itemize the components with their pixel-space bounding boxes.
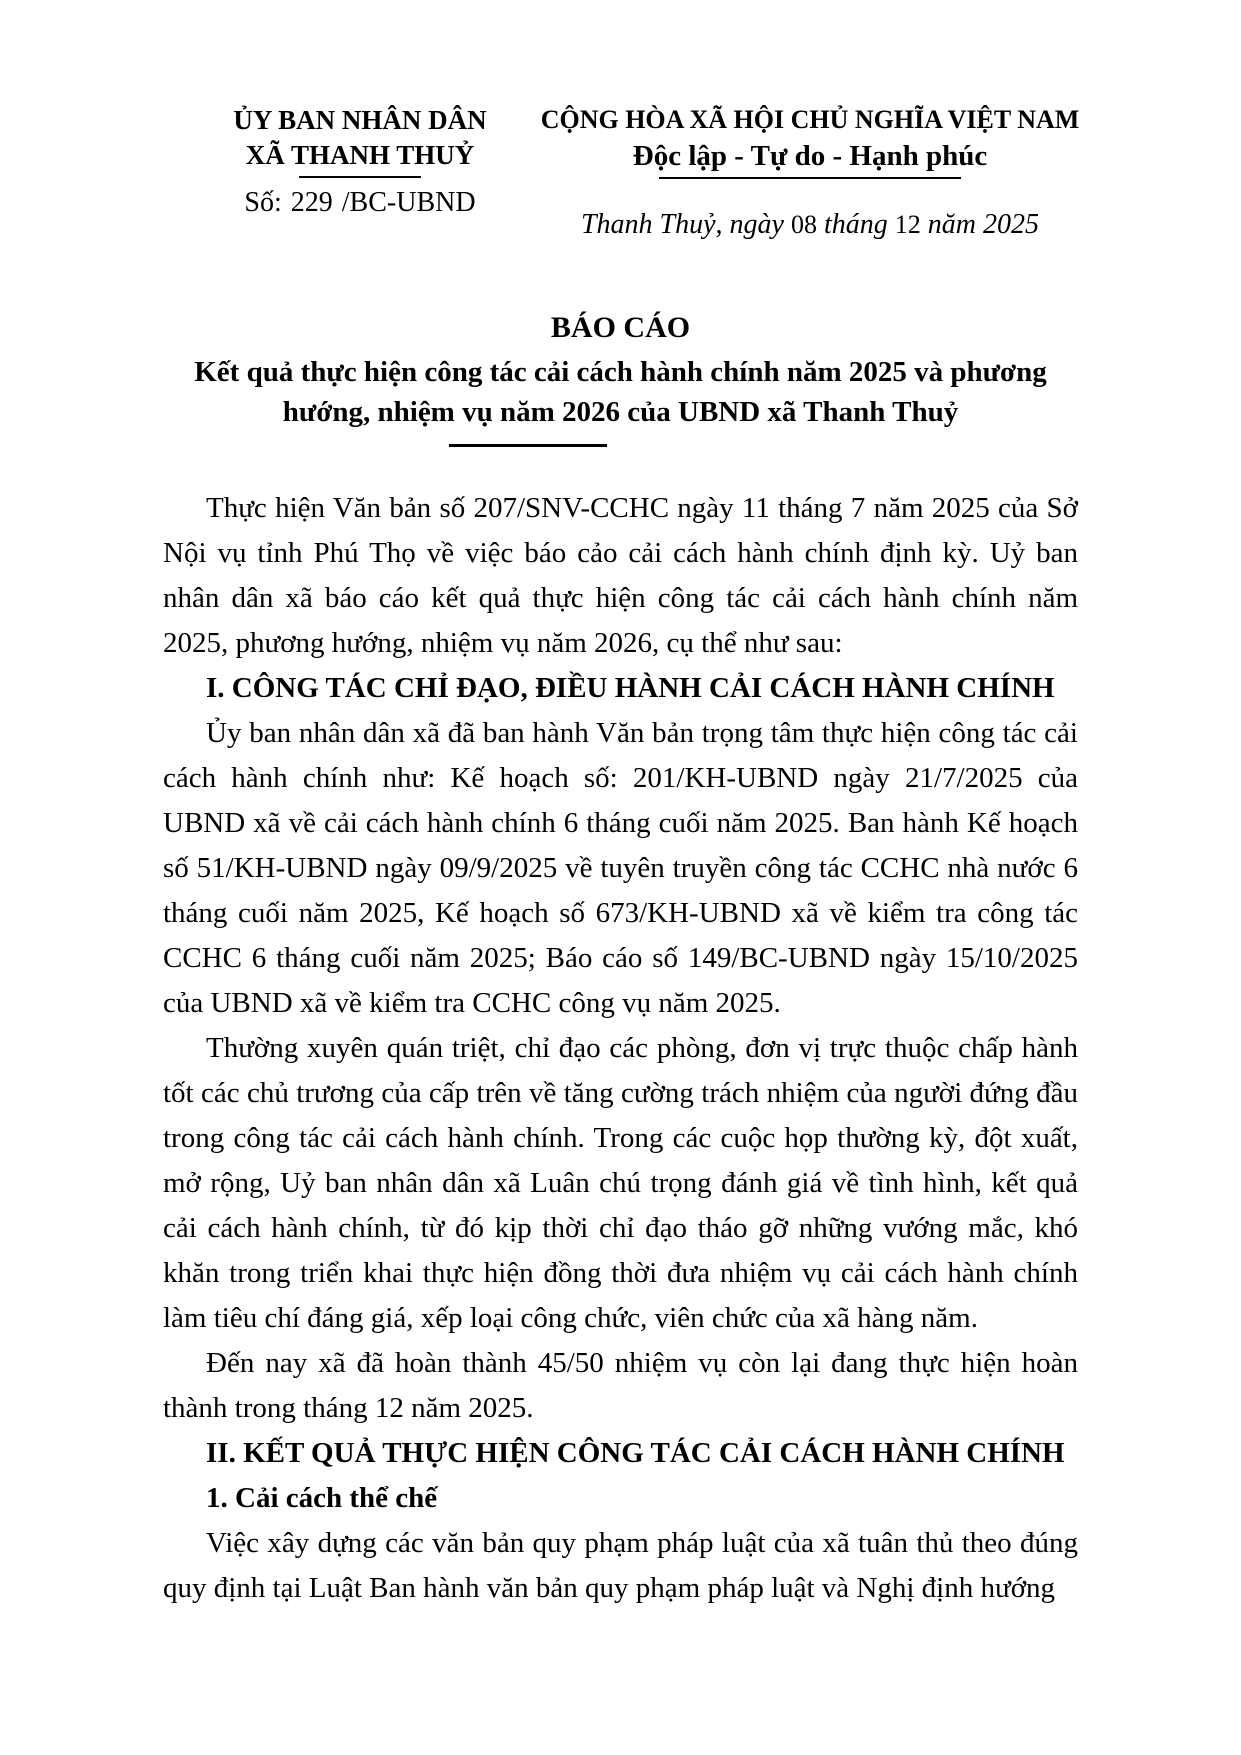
- paragraph-intro: Thực hiện Văn bản số 207/SNV-CCHC ngày 11 tháng 7 năm 2025 của Sở Nội vụ tỉnh Phú Thọ về việc báo cảo cải cách hành chính định kỳ. Uỷ ban nhân dân xã báo cáo kết quả thực hiện công tác cải cách hành chính năm 2025, phương hướng, nhiệm vụ năm 2026, cụ thể như sau:: [163, 492, 1078, 659]
- paragraph-legal: Việc xây dựng các văn bản quy phạm pháp luật của xã tuân thủ theo đúng quy định tại Luật Ban hành văn bản quy phạm pháp luật và Nghị định hướng: [163, 1527, 1078, 1604]
- date-day: 08: [790, 210, 817, 239]
- report-label: BÁO CÁO: [550, 311, 691, 344]
- document-number-suffix: /BC-UBND: [341, 187, 476, 218]
- title-underline: [449, 444, 607, 447]
- section-heading-1: I. CÔNG TÁC CHỈ ĐẠO, ĐIỀU HÀNH CẢI CÁCH HÀNH CHÍNH: [206, 672, 1055, 704]
- paragraph-direction: Thường xuyên quán triệt, chỉ đạo các phòng, đơn vị trực thuộc chấp hành tốt các chủ trương của cấp trên về tăng cường trách nhiệm của người đứng đầu trong công tác cải cách hành chính. Trong các cuộc họp thường kỳ, đột xuất, mở rộng, Uỷ ban nhân dân xã Luân chú trọng đánh giá về tình hình, kết quả cải cách hành chính, từ đó kịp thời chỉ đạo tháo gỡ những vướng mắc, khó khăn trong triển khai thực hiện đồng thời đưa nhiệm vụ cải cách hành chính làm tiêu chí đáng giá, xếp loại công chức, viên chức của xã hàng năm.: [163, 1032, 1078, 1334]
- date-year: 2025: [983, 209, 1039, 240]
- date-month: 12: [894, 210, 921, 239]
- national-header-block: [505, 103, 1115, 241]
- commune-name: XÃ THANH THUỶ: [245, 140, 475, 170]
- issuing-authority-block: [185, 103, 535, 219]
- title-line-2: hướng, nhiệm vụ năm 2026 của UBND xã Thanh Thuỷ: [282, 396, 959, 428]
- national-title: CỘNG HÒA XÃ HỘI CHỦ NGHĨA VIỆT NAM: [540, 105, 1080, 134]
- paragraph-plans: Ủy ban nhân dân xã đã ban hành Văn bản trọng tâm thực hiện công tác cải cách hành chính như: Kế hoạch số: 201/KH-UBND ngày 21/7/2025 của UBND xã về cải cách hành chính 6 tháng cuối năm 2025. Ban hành Kế hoạch số 51/KH-UBND ngày 09/9/2025 về tuyên truyền công tác CCHC nhà nước 6 tháng cuối năm 2025, Kế hoạch số 673/KH-UBND xã về kiểm tra công tác CCHC 6 tháng cuối năm 2025; Báo cáo số 149/BC-UBND ngày 15/10/2025 của UBND xã về kiểm tra CCHC công vụ năm 2025.: [163, 717, 1078, 1019]
- place-date-line: [505, 209, 1115, 241]
- subsection-heading-1: 1. Cải cách thể chế: [206, 1482, 438, 1514]
- paragraph-progress: Đến nay xã đã hoàn thành 45/50 nhiệm vụ còn lại đang thực hiện hoàn thành trong tháng 12 năm 2025.: [163, 1347, 1078, 1424]
- date-month-label: tháng: [823, 209, 888, 240]
- authority-name: ỦY BAN NHÂN DÂN: [233, 105, 487, 135]
- date-place-prefix: Thanh Thuỷ, ngày: [580, 209, 784, 240]
- national-motto: Độc lập - Tự do - Hạnh phúc: [632, 140, 988, 172]
- document-number-line: [185, 187, 535, 219]
- document-number-label: Số:: [244, 187, 282, 218]
- document-body: [163, 486, 1078, 1611]
- title-line-1: Kết quả thực hiện công tác cải cách hành chính năm 2025 và phương: [194, 356, 1047, 388]
- authority-underline: [299, 176, 421, 178]
- date-year-label: năm: [927, 209, 976, 240]
- document-title-block: [163, 310, 1078, 447]
- document-number-value: 229: [290, 187, 333, 218]
- section-heading-2: II. KẾT QUẢ THỰC HIỆN CÔNG TÁC CẢI CÁCH HÀNH CHÍNH: [206, 1437, 1065, 1469]
- motto-underline: [659, 177, 961, 179]
